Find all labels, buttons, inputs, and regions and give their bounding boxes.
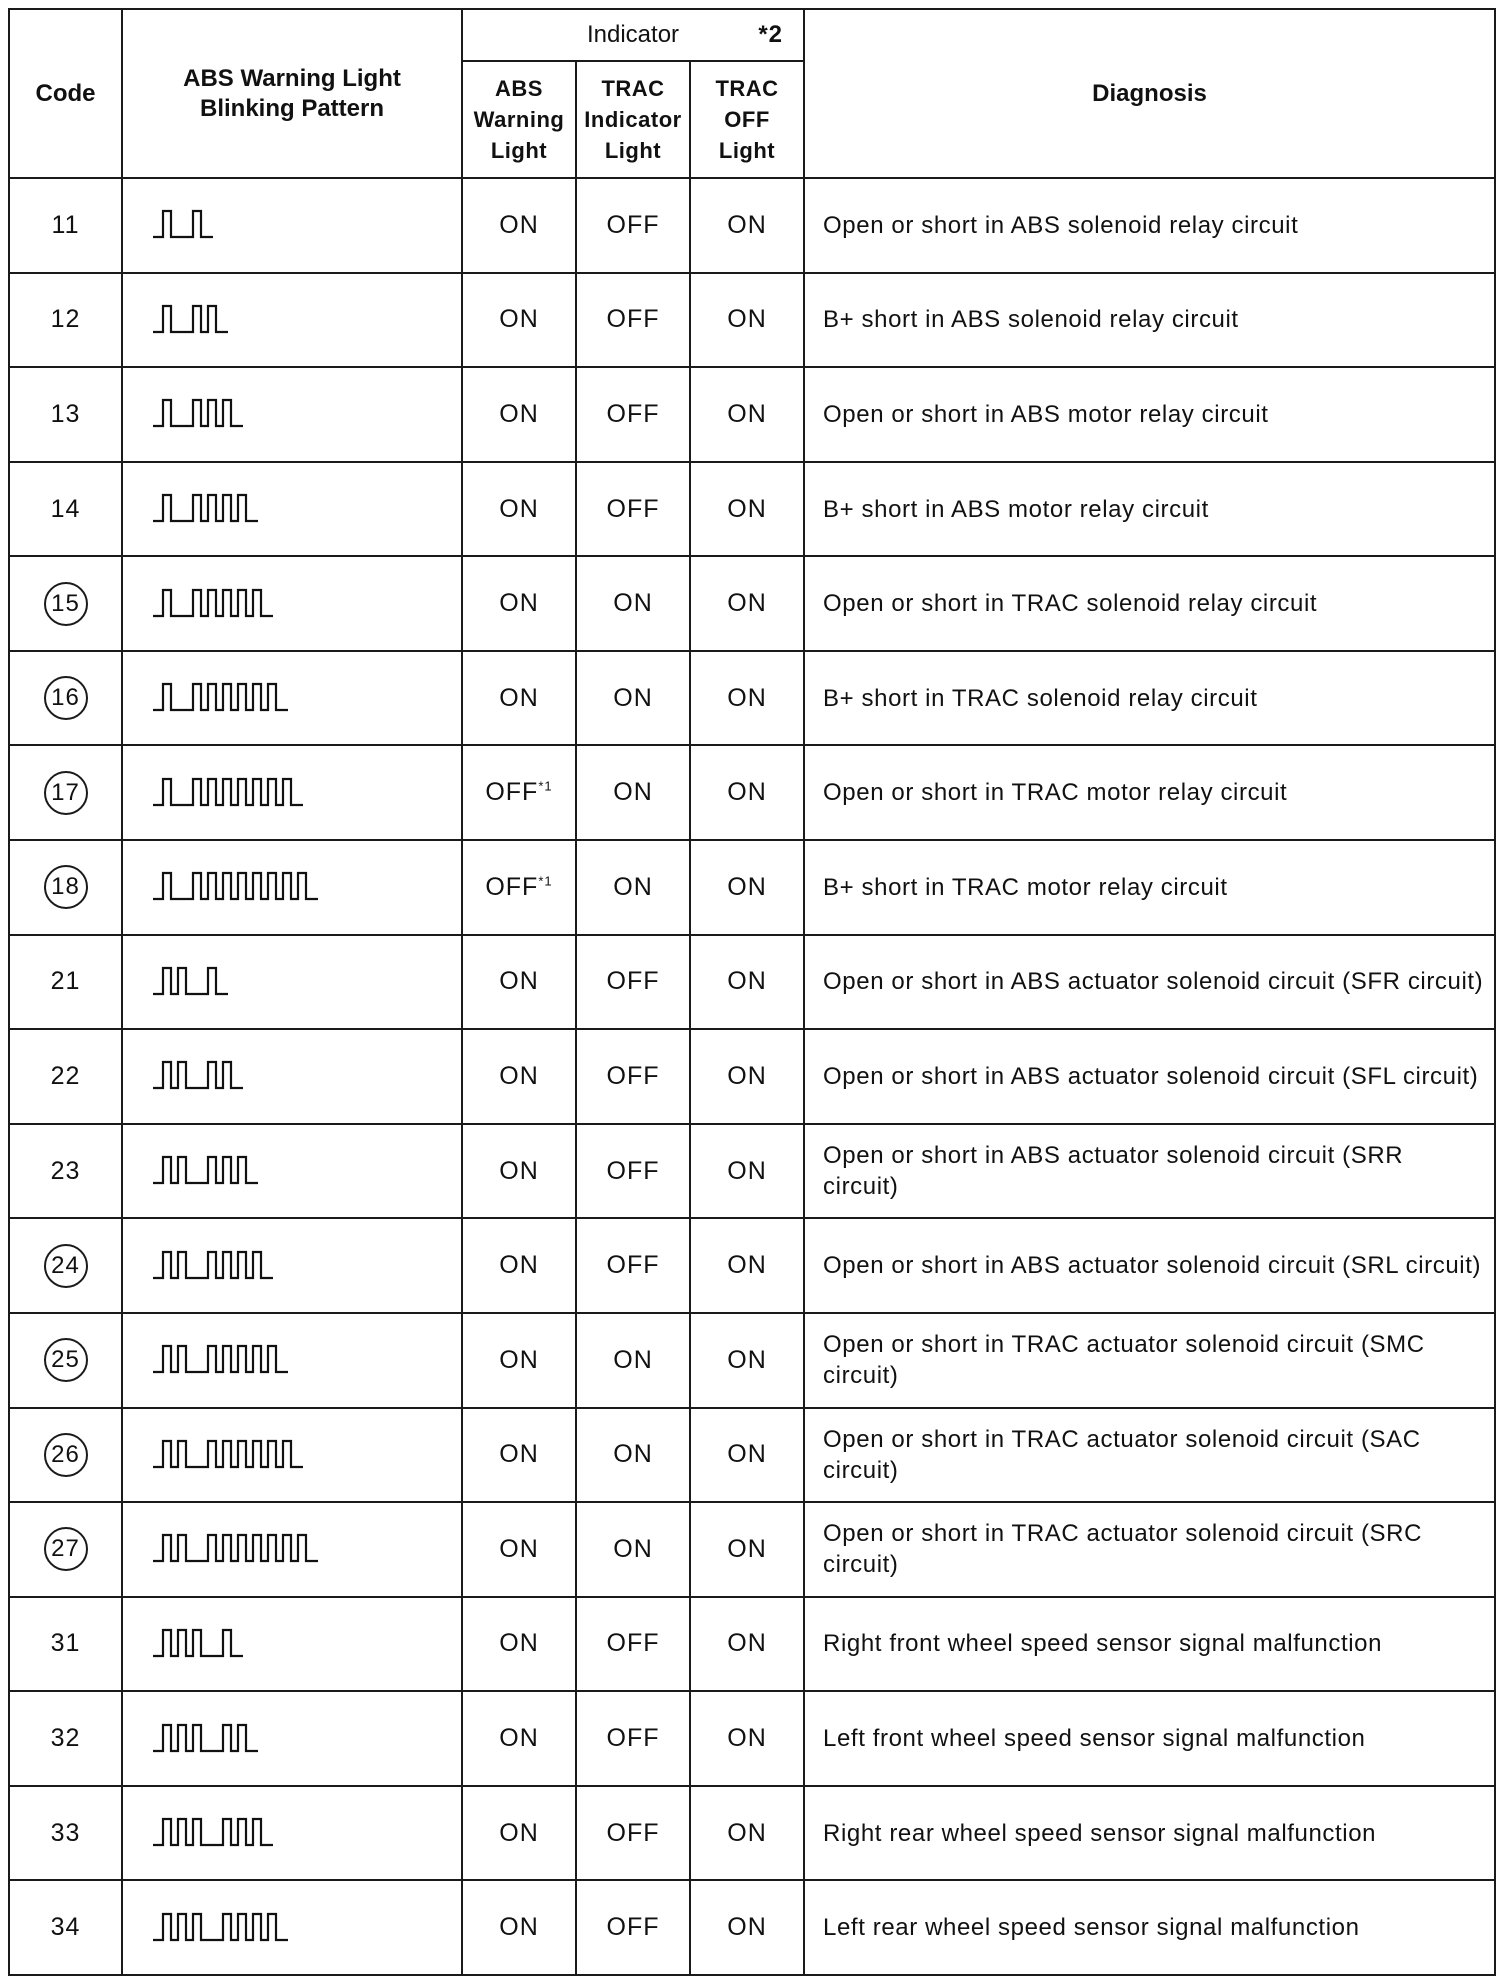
blink-waveform <box>153 590 273 616</box>
abs-warning-state-value: OFF <box>485 872 539 901</box>
trac-indicator-state <box>576 1218 690 1313</box>
table-row <box>9 1597 1495 1692</box>
diagnosis-text: Open or short in ABS actuator solenoid circuit (SRL circuit) <box>804 1218 1495 1313</box>
trac-off-state-value: ON <box>727 399 767 428</box>
code-cell <box>9 1124 122 1219</box>
code-cell <box>9 1597 122 1692</box>
abs-warning-state-value: ON <box>499 1061 539 1090</box>
abs-warning-state-value: ON <box>499 210 539 239</box>
trac-off-state <box>690 462 804 557</box>
blink-waveform <box>153 779 303 805</box>
trac-indicator-state-value: OFF <box>606 1818 660 1847</box>
abs-warning-state <box>462 462 576 557</box>
table-row <box>9 178 1495 273</box>
trac-off-state-value: ON <box>727 494 767 523</box>
trac-off-state-value: ON <box>727 305 767 334</box>
code-cell <box>9 1408 122 1503</box>
header-indicator-note: *2 <box>758 21 784 48</box>
trac-indicator-state <box>576 651 690 746</box>
trac-off-state <box>690 1502 804 1597</box>
trac-indicator-state-value: OFF <box>606 1061 660 1090</box>
blink-pattern-icon <box>153 1529 413 1569</box>
blink-waveform <box>153 1441 303 1467</box>
code-cell <box>9 1786 122 1881</box>
diagnosis-text: Right front wheel speed sensor signal malfunction <box>804 1597 1495 1692</box>
abs-warning-state-value: ON <box>499 1629 539 1658</box>
header-blinking-pattern <box>122 9 462 178</box>
footnote-marker: *1 <box>538 873 553 889</box>
blink-waveform <box>153 1157 258 1183</box>
diagnosis-text: B+ short in TRAC motor relay circuit <box>804 840 1495 935</box>
table-row <box>9 556 1495 651</box>
blink-pattern-cell <box>122 1408 462 1503</box>
trac-indicator-state <box>576 1691 690 1786</box>
blink-pattern-icon <box>153 867 413 907</box>
table-row <box>9 1029 1495 1124</box>
blink-waveform <box>153 306 228 332</box>
trac-indicator-state-value: ON <box>613 778 653 807</box>
blink-pattern-cell <box>122 556 462 651</box>
abs-warning-state-value: OFF <box>485 778 539 807</box>
code-cell <box>9 1029 122 1124</box>
blink-waveform <box>153 495 258 521</box>
diagnosis-text: Open or short in TRAC motor relay circuit <box>804 745 1495 840</box>
abs-warning-state <box>462 1218 576 1313</box>
abs-warning-state-value: ON <box>499 494 539 523</box>
trac-off-state <box>690 1786 804 1881</box>
trac-off-state-value: ON <box>727 1440 767 1469</box>
table-row <box>9 745 1495 840</box>
trac-off-state-value: ON <box>727 1534 767 1563</box>
abs-warning-state <box>462 1313 576 1408</box>
abs-warning-state-value: ON <box>499 305 539 334</box>
trac-off-state-value: ON <box>727 1629 767 1658</box>
abs-warning-state <box>462 178 576 273</box>
code-value: 14 <box>50 494 81 523</box>
header-diagnosis: Diagnosis <box>804 9 1495 178</box>
blink-pattern-cell <box>122 1691 462 1786</box>
header-code: Code <box>9 9 122 178</box>
abs-warning-state-value: ON <box>499 1251 539 1280</box>
table-row <box>9 367 1495 462</box>
blink-pattern-icon <box>153 1056 413 1096</box>
blink-pattern-cell <box>122 745 462 840</box>
abs-warning-state <box>462 1029 576 1124</box>
trac-indicator-state-value: ON <box>613 589 653 618</box>
header-trac-ind-line-2: Indicator <box>584 107 682 132</box>
code-circled: 16 <box>44 676 88 720</box>
blink-pattern-cell <box>122 178 462 273</box>
trac-indicator-state-value: OFF <box>606 1724 660 1753</box>
trac-indicator-state <box>576 273 690 368</box>
trac-off-state <box>690 1218 804 1313</box>
code-cell <box>9 367 122 462</box>
table-row <box>9 462 1495 557</box>
trac-indicator-state-value: ON <box>613 1534 653 1563</box>
header-abs-line-1: ABS <box>495 76 543 101</box>
abs-warning-state <box>462 1124 576 1219</box>
diagnostic-code-table <box>8 8 1496 1976</box>
trac-off-state-value: ON <box>727 210 767 239</box>
blink-pattern-icon <box>153 1813 413 1853</box>
trac-indicator-state-value: OFF <box>606 1156 660 1185</box>
blink-pattern-icon <box>153 1908 413 1948</box>
abs-warning-state-value: ON <box>499 1156 539 1185</box>
trac-off-state-value: ON <box>727 967 767 996</box>
code-circled: 27 <box>44 1527 88 1571</box>
blink-pattern-cell <box>122 1218 462 1313</box>
code-value: 33 <box>50 1818 81 1847</box>
trac-indicator-state <box>576 178 690 273</box>
code-circled: 25 <box>44 1338 88 1382</box>
blink-pattern-icon <box>153 1435 413 1475</box>
blink-pattern-icon <box>153 394 413 434</box>
blink-pattern-cell <box>122 1029 462 1124</box>
blink-pattern-icon <box>153 205 413 245</box>
footnote-marker: *1 <box>538 778 553 794</box>
abs-warning-state <box>462 1408 576 1503</box>
blink-waveform <box>153 1819 273 1845</box>
blink-pattern-icon <box>153 1624 413 1664</box>
diagnosis-text: Left rear wheel speed sensor signal malfunction <box>804 1880 1495 1975</box>
code-cell <box>9 556 122 651</box>
code-circled: 24 <box>44 1244 88 1288</box>
trac-indicator-state <box>576 1124 690 1219</box>
abs-warning-state <box>462 745 576 840</box>
table-row <box>9 1880 1495 1975</box>
blink-waveform <box>153 1252 273 1278</box>
code-value: 21 <box>50 967 81 996</box>
trac-off-state-value: ON <box>727 1061 767 1090</box>
blink-pattern-icon <box>153 300 413 340</box>
blink-pattern-icon <box>153 773 413 813</box>
trac-off-state <box>690 1597 804 1692</box>
trac-off-state-value: ON <box>727 683 767 712</box>
code-cell <box>9 273 122 368</box>
code-value: 13 <box>50 399 81 428</box>
abs-warning-state-value: ON <box>499 1913 539 1942</box>
code-cell <box>9 1502 122 1597</box>
trac-indicator-state <box>576 1408 690 1503</box>
trac-off-state <box>690 367 804 462</box>
diagnosis-text: Open or short in ABS actuator solenoid circuit (SFL circuit) <box>804 1029 1495 1124</box>
abs-warning-state <box>462 1691 576 1786</box>
code-value: 11 <box>51 210 80 239</box>
trac-off-state <box>690 1029 804 1124</box>
trac-indicator-state-value: OFF <box>606 1913 660 1942</box>
trac-off-state <box>690 1691 804 1786</box>
table-row <box>9 1313 1495 1408</box>
diagnosis-text: Open or short in TRAC actuator solenoid circuit (SRC circuit) <box>804 1502 1495 1597</box>
blink-pattern-icon <box>153 678 413 718</box>
trac-indicator-state-value: OFF <box>606 1251 660 1280</box>
code-value: 32 <box>50 1724 81 1753</box>
abs-warning-state-value: ON <box>499 1534 539 1563</box>
table-row <box>9 935 1495 1030</box>
abs-warning-state-value: ON <box>499 1818 539 1847</box>
trac-off-state-value: ON <box>727 1913 767 1942</box>
blink-pattern-cell <box>122 651 462 746</box>
table-row <box>9 1124 1495 1219</box>
trac-indicator-state-value: OFF <box>606 967 660 996</box>
trac-off-state-value: ON <box>727 1156 767 1185</box>
blink-waveform <box>153 684 288 710</box>
table-header <box>9 9 1495 178</box>
blink-pattern-icon <box>153 1719 413 1759</box>
abs-warning-state <box>462 1880 576 1975</box>
code-circled: 15 <box>44 582 88 626</box>
trac-indicator-state <box>576 462 690 557</box>
blink-waveform <box>153 1630 243 1656</box>
abs-warning-state <box>462 651 576 746</box>
header-trac-ind-line-1: TRAC <box>601 76 665 101</box>
table-row <box>9 840 1495 935</box>
table-row <box>9 651 1495 746</box>
trac-off-state <box>690 178 804 273</box>
trac-indicator-state <box>576 745 690 840</box>
abs-warning-state-value: ON <box>499 589 539 618</box>
abs-warning-state <box>462 1786 576 1881</box>
abs-warning-state <box>462 273 576 368</box>
table-row <box>9 273 1495 368</box>
abs-warning-state <box>462 367 576 462</box>
blink-pattern-cell <box>122 367 462 462</box>
blink-pattern-cell <box>122 1502 462 1597</box>
trac-off-state <box>690 1124 804 1219</box>
diagnosis-text: B+ short in ABS motor relay circuit <box>804 462 1495 557</box>
code-value: 23 <box>50 1156 81 1185</box>
code-cell <box>9 1880 122 1975</box>
blink-waveform <box>153 1535 318 1561</box>
trac-indicator-state <box>576 840 690 935</box>
trac-indicator-state-value: ON <box>613 1345 653 1374</box>
trac-off-state <box>690 745 804 840</box>
code-circled: 18 <box>44 865 88 909</box>
blink-waveform <box>153 1725 258 1751</box>
trac-indicator-state <box>576 1786 690 1881</box>
table-body <box>9 178 1495 1975</box>
trac-indicator-state-value: ON <box>613 683 653 712</box>
code-circled: 17 <box>44 771 88 815</box>
blink-waveform <box>153 1914 288 1940</box>
trac-off-state-value: ON <box>727 1724 767 1753</box>
trac-off-state-value: ON <box>727 1251 767 1280</box>
diagnosis-text: Open or short in TRAC actuator solenoid circuit (SAC circuit) <box>804 1408 1495 1503</box>
code-value: 12 <box>50 305 81 334</box>
trac-indicator-state-value: ON <box>613 872 653 901</box>
table-row <box>9 1218 1495 1313</box>
header-trac-off-line-2: OFF <box>724 107 770 132</box>
blink-waveform <box>153 1062 243 1088</box>
trac-off-state <box>690 1408 804 1503</box>
code-value: 34 <box>50 1913 81 1942</box>
code-cell <box>9 745 122 840</box>
abs-warning-state-value: ON <box>499 1345 539 1374</box>
trac-indicator-state <box>576 1029 690 1124</box>
trac-indicator-state <box>576 935 690 1030</box>
trac-indicator-state <box>576 556 690 651</box>
header-indicator: Indicator <box>586 21 680 48</box>
code-circled: 26 <box>44 1433 88 1477</box>
trac-indicator-state-value: OFF <box>606 1629 660 1658</box>
abs-warning-state-value: ON <box>499 1440 539 1469</box>
blink-waveform <box>153 968 228 994</box>
blink-waveform <box>153 1346 288 1372</box>
table-row <box>9 1408 1495 1503</box>
diagnosis-text: Left front wheel speed sensor signal malfunction <box>804 1691 1495 1786</box>
abs-warning-state <box>462 840 576 935</box>
code-cell <box>9 840 122 935</box>
blink-pattern-icon <box>153 1246 413 1286</box>
diagnosis-text: B+ short in TRAC solenoid relay circuit <box>804 651 1495 746</box>
code-value: 22 <box>50 1061 81 1090</box>
code-cell <box>9 651 122 746</box>
blink-pattern-icon <box>153 489 413 529</box>
trac-off-state <box>690 556 804 651</box>
abs-warning-state <box>462 1597 576 1692</box>
code-cell <box>9 178 122 273</box>
trac-off-state <box>690 1313 804 1408</box>
blink-waveform <box>153 873 318 899</box>
code-cell <box>9 935 122 1030</box>
trac-off-state <box>690 935 804 1030</box>
trac-indicator-state-value: OFF <box>606 210 660 239</box>
trac-off-state-value: ON <box>727 778 767 807</box>
trac-indicator-state-value: OFF <box>606 305 660 334</box>
trac-off-state-value: ON <box>727 1818 767 1847</box>
blink-pattern-cell <box>122 273 462 368</box>
abs-warning-state-value: ON <box>499 1724 539 1753</box>
blink-pattern-cell <box>122 935 462 1030</box>
code-cell <box>9 1313 122 1408</box>
blink-pattern-icon <box>153 1151 413 1191</box>
abs-warning-state-value: ON <box>499 967 539 996</box>
header-trac-indicator-light <box>576 61 690 178</box>
trac-indicator-state <box>576 1597 690 1692</box>
header-abs-warning-light <box>462 61 576 178</box>
blink-pattern-cell <box>122 462 462 557</box>
code-cell <box>9 1218 122 1313</box>
abs-warning-state-value: ON <box>499 683 539 712</box>
table-row <box>9 1786 1495 1881</box>
abs-warning-state-value: ON <box>499 399 539 428</box>
blink-pattern-cell <box>122 1880 462 1975</box>
blink-pattern-cell <box>122 840 462 935</box>
header-blinking-pattern-text: ABS Warning Light Blinking Pattern <box>183 64 401 122</box>
header-indicator-group <box>462 9 804 61</box>
trac-off-state-value: ON <box>727 589 767 618</box>
trac-indicator-state-value: OFF <box>606 399 660 428</box>
header-abs-line-3: Light <box>490 138 548 163</box>
trac-off-state <box>690 1880 804 1975</box>
code-value: 31 <box>50 1629 81 1658</box>
trac-off-state <box>690 840 804 935</box>
code-cell <box>9 462 122 557</box>
trac-off-state <box>690 273 804 368</box>
diagnosis-text: Open or short in ABS solenoid relay circuit <box>804 178 1495 273</box>
trac-off-state-value: ON <box>727 872 767 901</box>
diagnosis-text: Open or short in TRAC solenoid relay circuit <box>804 556 1495 651</box>
abs-warning-state <box>462 935 576 1030</box>
blink-pattern-cell <box>122 1124 462 1219</box>
header-trac-off-line-3: Light <box>718 138 776 163</box>
blink-pattern-icon <box>153 1340 413 1380</box>
diagnosis-text: Right rear wheel speed sensor signal malfunction <box>804 1786 1495 1881</box>
blink-pattern-cell <box>122 1786 462 1881</box>
header-trac-off-line-1: TRAC <box>715 76 779 101</box>
blink-waveform <box>153 211 213 237</box>
diagnosis-text: Open or short in ABS motor relay circuit <box>804 367 1495 462</box>
abs-warning-state <box>462 1502 576 1597</box>
diagnosis-text: Open or short in ABS actuator solenoid circuit (SRR circuit) <box>804 1124 1495 1219</box>
blink-pattern-cell <box>122 1597 462 1692</box>
trac-indicator-state <box>576 1313 690 1408</box>
trac-indicator-state <box>576 1502 690 1597</box>
header-trac-off-light <box>690 61 804 178</box>
trac-indicator-state-value: OFF <box>606 494 660 523</box>
trac-indicator-state <box>576 367 690 462</box>
blink-pattern-cell <box>122 1313 462 1408</box>
diagnosis-text: Open or short in TRAC actuator solenoid circuit (SMC circuit) <box>804 1313 1495 1408</box>
blink-pattern-icon <box>153 962 413 1002</box>
trac-indicator-state-value: ON <box>613 1440 653 1469</box>
table-row <box>9 1691 1495 1786</box>
trac-indicator-state <box>576 1880 690 1975</box>
abs-warning-state <box>462 556 576 651</box>
code-cell <box>9 1691 122 1786</box>
diagnosis-text: Open or short in ABS actuator solenoid circuit (SFR circuit) <box>804 935 1495 1030</box>
blink-waveform <box>153 400 243 426</box>
header-abs-line-2: Warning <box>473 107 565 132</box>
header-trac-ind-line-3: Light <box>604 138 662 163</box>
diagnosis-text: B+ short in ABS solenoid relay circuit <box>804 273 1495 368</box>
trac-off-state-value: ON <box>727 1345 767 1374</box>
trac-off-state <box>690 651 804 746</box>
table-row <box>9 1502 1495 1597</box>
blink-pattern-icon <box>153 584 413 624</box>
